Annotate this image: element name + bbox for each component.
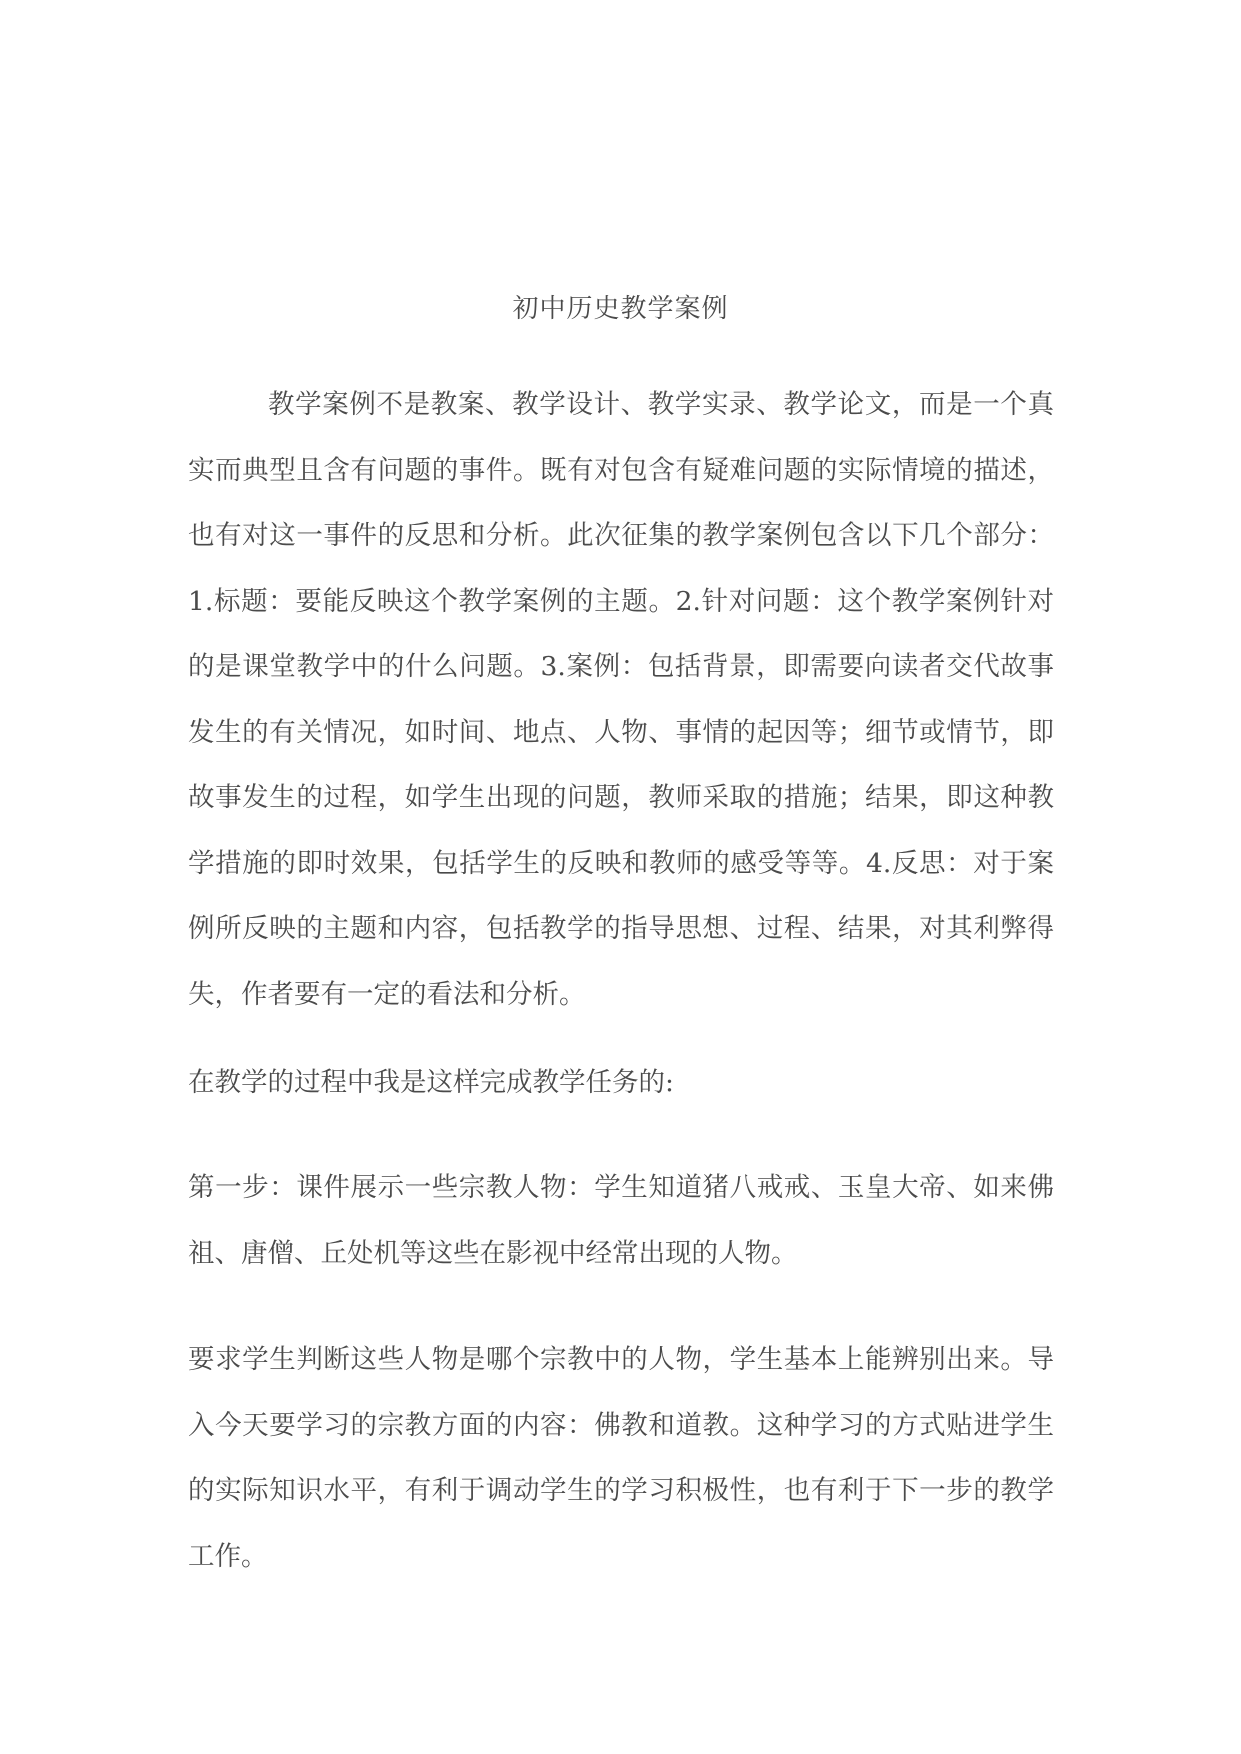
paragraph-requirement: 要求学生判断这些人物是哪个宗教中的人物，学生基本上能辨别出来。导入今天要学习的宗教方面的内容：佛教和道教。这种学习的方式贴进学生的实际知识水平，有利于调动学生的学习积极性，也有利于下一步的教学工作。 [188,1344,1054,1572]
paragraph-process: 在教学的过程中我是这样完成教学任务的: [188,1067,674,1098]
paragraph-step-one: 第一步：课件展示一些宗教人物：学生知道猪八戒戒、玉皇大帝、如来佛祖、唐僧、丘处机等这些在影视中经常出现的人物。 [188,1172,1054,1269]
document-title: 初中历史教学案例 [512,294,729,324]
paragraph-intro: 教学案例不是教案、教学设计、教学实录、教学论文，而是一个真实而典型且含有问题的事件。既有对包含有疑难问题的实际情境的描述，也有对这一事件的反思和分析。此次征集的教学案例包含以下几个部分：1.标题：要能反映这个教学案例的主题。2.针对问题：这个教学案例针对的是课堂教学中的什么问题。3.案例：包括背景，即需要向读者交代故事发生的有关情况，如时间、地点、人物、事情的起因等；细节或情节，即故事发生的过程，如学生出现的问题，教师采取的措施；结果，即这种教学措施的即时效果，包括学生的反映和教师的感受等等。4.反思：对于案例所反映的主题和内容，包括教学的指导思想、过程、结果，对其利弊得失，作者要有一定的看法和分析。 [188,389,1054,1010]
